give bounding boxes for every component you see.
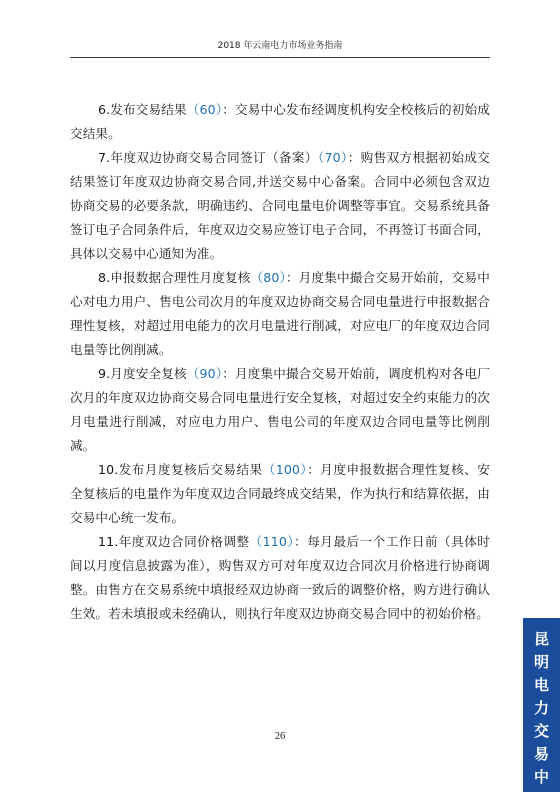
step-title: 6.发布交易结果 — [98, 102, 187, 117]
step-code: （80） — [250, 270, 287, 285]
paragraph-step-9 — [70, 362, 490, 458]
paragraph-step-11 — [70, 530, 490, 626]
step-title: 8.申报数据合理性月度复核 — [98, 270, 251, 285]
step-code: （70） — [317, 150, 348, 165]
body-text — [70, 98, 490, 626]
running-header: 2018 年云南电力市场业务指南 — [217, 41, 343, 51]
paragraph-step-6 — [70, 98, 490, 146]
side-tab — [523, 618, 560, 809]
paragraph-step-8 — [70, 266, 490, 362]
header-divider — [70, 57, 490, 58]
step-description: ：月度集中撮合交易开始前，交易中心对电力用户、售电公司次月的年度双边协商交易合同电量进行申报数据合理性复核，对超过用电能力的次月电量进行削减，对应电厂的年度双边合同电量等比例削减。 — [70, 270, 490, 357]
step-description: ：每月最后一个工作日前（具体时间以月度信息披露为准），购售双方可对年度双边合同次月价格进行协商调整。由售方在交易系统中填报经双边协商一致后的调整价格，购方进行确认生效。若未填报或未经确认，则执行年度双边协商交易合同中的初始价格。 — [70, 534, 490, 621]
paragraph-step-7 — [70, 146, 490, 266]
step-title: 7.年度双边协商交易合同签订（备案） — [98, 150, 318, 165]
step-code: （90） — [186, 366, 223, 381]
step-code: （110） — [249, 534, 295, 549]
step-description: ：交易中心发布经调度机构安全校核后的初始成交结果。 — [70, 102, 490, 141]
step-title: 10.发布月度复核后交易结果 — [98, 462, 263, 477]
step-description: ：购售双方根据初始成交结果签订年度双边协商交易合同,并送交易中心备案。合同中必须包含双边协商交易的必要条款，明确违约、合同电量电价调整等事宜。交易系统具备签订电子合同条件后，年度双边交易应签订电子合同，不再签订书面合同，具体以交易中心通知为准。 — [70, 150, 490, 261]
page-number: 26 — [274, 731, 286, 742]
paragraph-step-10 — [70, 458, 490, 530]
step-description: ：月度申报数据合理性复核、安全复核后的电量作为年度双边合同最终成交结果，作为执行和结算依据，由交易中心统一发布。 — [70, 462, 490, 525]
step-title: 11.年度双边合同价格调整 — [98, 534, 250, 549]
step-description: ：月度集中撮合交易开始前，调度机构对各电厂次月的年度双边协商交易合同电量进行安全复核，对超过安全约束能力的次月电量进行削减，对应电力用户、售电公司的年度双边合同电量等比例削减。 — [70, 366, 490, 453]
step-title: 9.月度安全复核 — [98, 366, 187, 381]
step-code: （60） — [186, 102, 223, 117]
side-tab-label: 昆明电力交易中心 — [533, 630, 549, 809]
step-code: （100） — [262, 462, 308, 477]
